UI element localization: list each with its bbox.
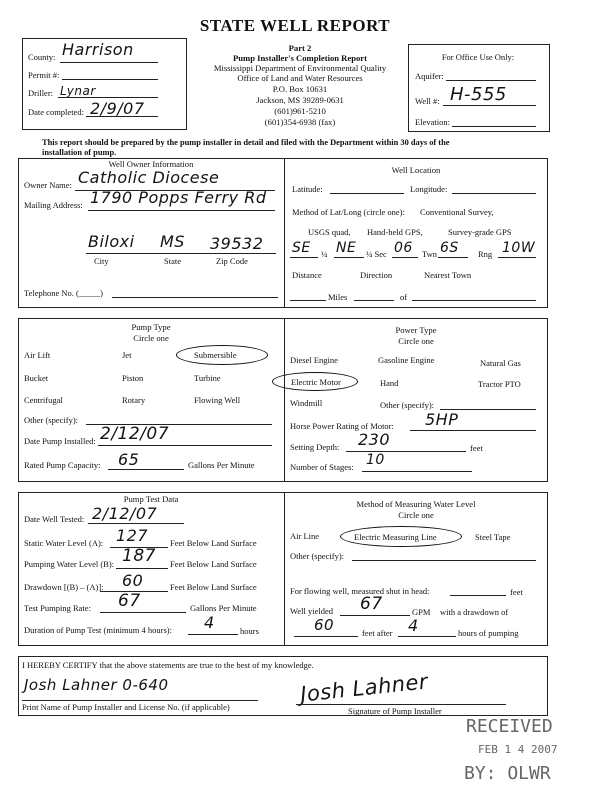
department-name: Mississippi Department of Environmental Quality xyxy=(213,63,387,73)
office-use-title: For Office Use Only: xyxy=(441,52,515,62)
instructions-line2: installation of pump. xyxy=(42,148,117,157)
pump-option-jet[interactable]: Jet xyxy=(122,350,132,360)
page-title: STATE WELL REPORT xyxy=(199,16,391,35)
date-completed-value[interactable]: 2/9/07 xyxy=(90,99,145,118)
phone-number: (601)961-5210 xyxy=(274,106,326,116)
power-selected-circle xyxy=(272,372,358,391)
township-label: Twn xyxy=(422,249,437,259)
flowing-head-unit: feet xyxy=(510,587,523,597)
part-label: Part 2 xyxy=(288,43,312,53)
static-level-unit: Feet Below Land Surface xyxy=(170,538,257,548)
elevation-label: Elevation: xyxy=(415,117,450,127)
certify-statement: I HEREBY CERTIFY that the above statements are true to the best of my knowledge. xyxy=(22,660,314,670)
report-subtitle: Pump Installer's Completion Report xyxy=(233,53,367,63)
pump-type-subheading: Circle one xyxy=(133,333,169,343)
owner-name-label: Owner Name: xyxy=(24,180,72,190)
installer-name-value[interactable]: Josh Lahner 0-640 xyxy=(24,676,169,694)
telephone-label: Telephone No. (_____) xyxy=(24,288,103,298)
well-yielded-label: Well yielded xyxy=(290,606,333,616)
po-box: P.O. Box 10631 xyxy=(272,84,328,94)
duration-value[interactable]: 4 xyxy=(204,613,215,632)
flowing-head-label: For flowing well, measured shut in head: xyxy=(290,586,430,596)
office-name: Office of Land and Water Resources xyxy=(237,73,363,83)
setting-depth-value[interactable]: 230 xyxy=(358,430,391,449)
static-level-label: Static Water Level (A): xyxy=(24,538,104,548)
measure-option-steel-tape[interactable]: Steel Tape xyxy=(475,532,511,542)
mailing-address-value[interactable]: 1790 Popps Ferry Rd xyxy=(90,188,267,207)
owner-zip-label: Zip Code xyxy=(216,256,248,266)
horse-power-label: Horse Power Rating of Motor: xyxy=(290,421,394,431)
pump-option-centrifugal[interactable]: Centrifugal xyxy=(24,395,63,405)
power-other-label: Other (specify): xyxy=(380,400,435,410)
location-heading: Well Location xyxy=(391,165,441,175)
rated-capacity-unit: Gallons Per Minute xyxy=(188,460,255,470)
township-value[interactable]: 6S xyxy=(440,240,459,256)
power-type-heading: Power Type xyxy=(395,325,437,335)
test-rate-value[interactable]: 67 xyxy=(118,591,141,611)
signature-label: Signature of Pump Installer xyxy=(348,706,442,716)
range-value[interactable]: 10W xyxy=(502,240,536,256)
date-completed-label: Date completed: xyxy=(28,107,84,117)
rated-capacity-value[interactable]: 65 xyxy=(118,450,140,469)
quarter1-value[interactable]: SE xyxy=(292,240,311,256)
test-rate-unit: Gallons Per Minute xyxy=(190,603,257,613)
city-address: Jackson, MS 39289-0631 xyxy=(256,95,344,105)
power-option-hand[interactable]: Hand xyxy=(380,378,399,388)
pump-option-piston[interactable]: Piston xyxy=(122,373,144,383)
number-of-stages-label: Number of Stages: xyxy=(290,462,354,472)
owner-state-label: State xyxy=(164,256,181,266)
driller-value[interactable]: Lynar xyxy=(60,84,96,98)
fax-number: (601)354-6938 (fax) xyxy=(264,117,336,127)
pump-type-heading: Pump Type xyxy=(131,322,171,332)
owner-city-label: City xyxy=(94,256,109,266)
hours-of-pumping-label: hours of pumping xyxy=(458,628,519,638)
drawdown-unit: Feet Below Land Surface xyxy=(170,582,257,592)
quarter2-value[interactable]: NE xyxy=(336,240,357,256)
test-rate-label: Test Pumping Rate: xyxy=(24,603,91,613)
installer-name-label: Print Name of Pump Installer and License No. (if applicable) xyxy=(22,702,230,712)
owner-state-value[interactable]: MS xyxy=(160,232,185,251)
date-pump-installed-value[interactable]: 2/12/07 xyxy=(100,424,170,444)
rated-capacity-label: Rated Pump Capacity: xyxy=(24,460,101,470)
power-type-subheading: Circle one xyxy=(398,336,434,346)
received-date-stamp: FEB 1 4 2007 xyxy=(478,743,558,756)
pump-selected-circle xyxy=(176,345,268,365)
setting-depth-unit: feet xyxy=(470,443,483,453)
setting-depth-label: Setting Depth: xyxy=(290,442,340,452)
pumping-level-unit: Feet Below Land Surface xyxy=(170,559,257,569)
yield-drawdown-value[interactable]: 60 xyxy=(314,616,335,634)
miles-label: Miles xyxy=(328,292,348,302)
pump-option-flowing-well[interactable]: Flowing Well xyxy=(194,395,241,405)
static-level-value[interactable]: 127 xyxy=(116,526,149,545)
pump-option-submersible[interactable]: Submersible xyxy=(194,350,237,360)
well-number-value[interactable]: H-555 xyxy=(450,84,507,105)
aquifer-label: Aquifer: xyxy=(415,71,444,81)
owner-city-value[interactable]: Biloxi xyxy=(88,232,135,251)
yield-hours-value[interactable]: 4 xyxy=(408,616,419,635)
quarter2-label: ¼ Sec xyxy=(366,249,387,259)
pumping-level-value[interactable]: 187 xyxy=(122,546,156,566)
direction-label: Direction xyxy=(360,270,393,280)
pump-option-turbine[interactable]: Turbine xyxy=(194,373,221,383)
pump-other-label: Other (specify): xyxy=(24,415,79,425)
usgs-quad-option[interactable]: USGS quad, xyxy=(308,227,351,237)
measure-other-label: Other (specify): xyxy=(290,551,345,561)
of-label: of xyxy=(400,292,408,302)
pump-option-bucket[interactable]: Bucket xyxy=(24,373,49,383)
measure-option-electric-line[interactable]: Electric Measuring Line xyxy=(354,532,437,542)
drawdown-of-label: with a drawdown of xyxy=(440,607,509,617)
instructions-line1: This report should be prepared by the pump installer in detail and filed with the Department within 30 days of the xyxy=(42,138,450,147)
date-tested-label: Date Well Tested: xyxy=(24,514,85,524)
measuring-subheading: Circle one xyxy=(398,510,434,520)
received-by-stamp: BY: OLWR xyxy=(464,763,551,784)
county-label: County: xyxy=(28,52,56,62)
distance-label: Distance xyxy=(292,270,322,280)
power-option-gasoline[interactable]: Gasoline Engine xyxy=(378,355,435,365)
power-option-tractor-pto[interactable]: Tractor PTO xyxy=(478,379,521,389)
power-option-natural-gas[interactable]: Natural Gas xyxy=(480,358,521,368)
owner-zip-value[interactable]: 39532 xyxy=(210,234,264,253)
drawdown-label: Drawdown [(B) – (A)]: xyxy=(24,582,104,592)
date-tested-value[interactable]: 2/12/07 xyxy=(92,504,158,523)
pump-option-air-lift[interactable]: Air Lift xyxy=(24,350,51,360)
handheld-gps-option[interactable]: Hand-held GPS, xyxy=(367,227,423,237)
power-option-electric-motor[interactable]: Electric Motor xyxy=(291,377,341,387)
date-pump-installed-label: Date Pump Installed: xyxy=(24,436,96,446)
well-number-label: Well #: xyxy=(415,96,440,106)
section-value[interactable]: 06 xyxy=(394,240,413,256)
number-of-stages-value[interactable]: 10 xyxy=(366,452,385,468)
duration-unit: hours xyxy=(240,626,259,636)
power-option-diesel[interactable]: Diesel Engine xyxy=(290,355,338,365)
received-stamp: RECEIVED xyxy=(466,716,553,737)
owner-heading: Well Owner Information xyxy=(108,159,194,169)
pumping-level-label: Pumping Water Level (B): xyxy=(24,559,115,569)
measuring-heading: Method of Measuring Water Level xyxy=(356,499,476,509)
pump-test-heading: Pump Test Data xyxy=(123,494,179,504)
horse-power-value[interactable]: 5HP xyxy=(425,410,459,429)
quarter1-label: ¼ xyxy=(321,249,328,259)
conventional-survey-option[interactable]: Conventional Survey, xyxy=(420,207,494,217)
longitude-label: Longitude: xyxy=(410,184,448,194)
pump-option-rotary[interactable]: Rotary xyxy=(122,395,146,405)
nearest-town-label: Nearest Town xyxy=(424,270,472,280)
drawdown-value[interactable]: 60 xyxy=(122,571,144,590)
measure-option-air-line[interactable]: Air Line xyxy=(290,531,320,541)
latitude-label: Latitude: xyxy=(292,184,323,194)
gpm-label: GPM xyxy=(412,607,431,617)
method-label: Method of Lat/Long (circle one): xyxy=(292,207,405,217)
owner-name-value[interactable]: Catholic Diocese xyxy=(78,168,220,187)
range-label: Rng xyxy=(478,249,493,259)
measure-selected-circle xyxy=(340,526,462,547)
duration-label: Duration of Pump Test (minimum 4 hours): xyxy=(24,625,172,635)
survey-grade-gps-option[interactable]: Survey-grade GPS xyxy=(448,227,512,237)
well-yielded-value[interactable]: 67 xyxy=(360,594,383,614)
mailing-address-label: Mailing Address: xyxy=(24,200,83,210)
power-option-windmill[interactable]: Windmill xyxy=(290,398,323,408)
permit-label: Permit #: xyxy=(28,70,60,80)
installer-signature: Josh Lahner xyxy=(299,669,430,707)
feet-after-label: feet after xyxy=(362,628,393,638)
county-value[interactable]: Harrison xyxy=(62,40,134,59)
driller-label: Driller: xyxy=(28,88,54,98)
